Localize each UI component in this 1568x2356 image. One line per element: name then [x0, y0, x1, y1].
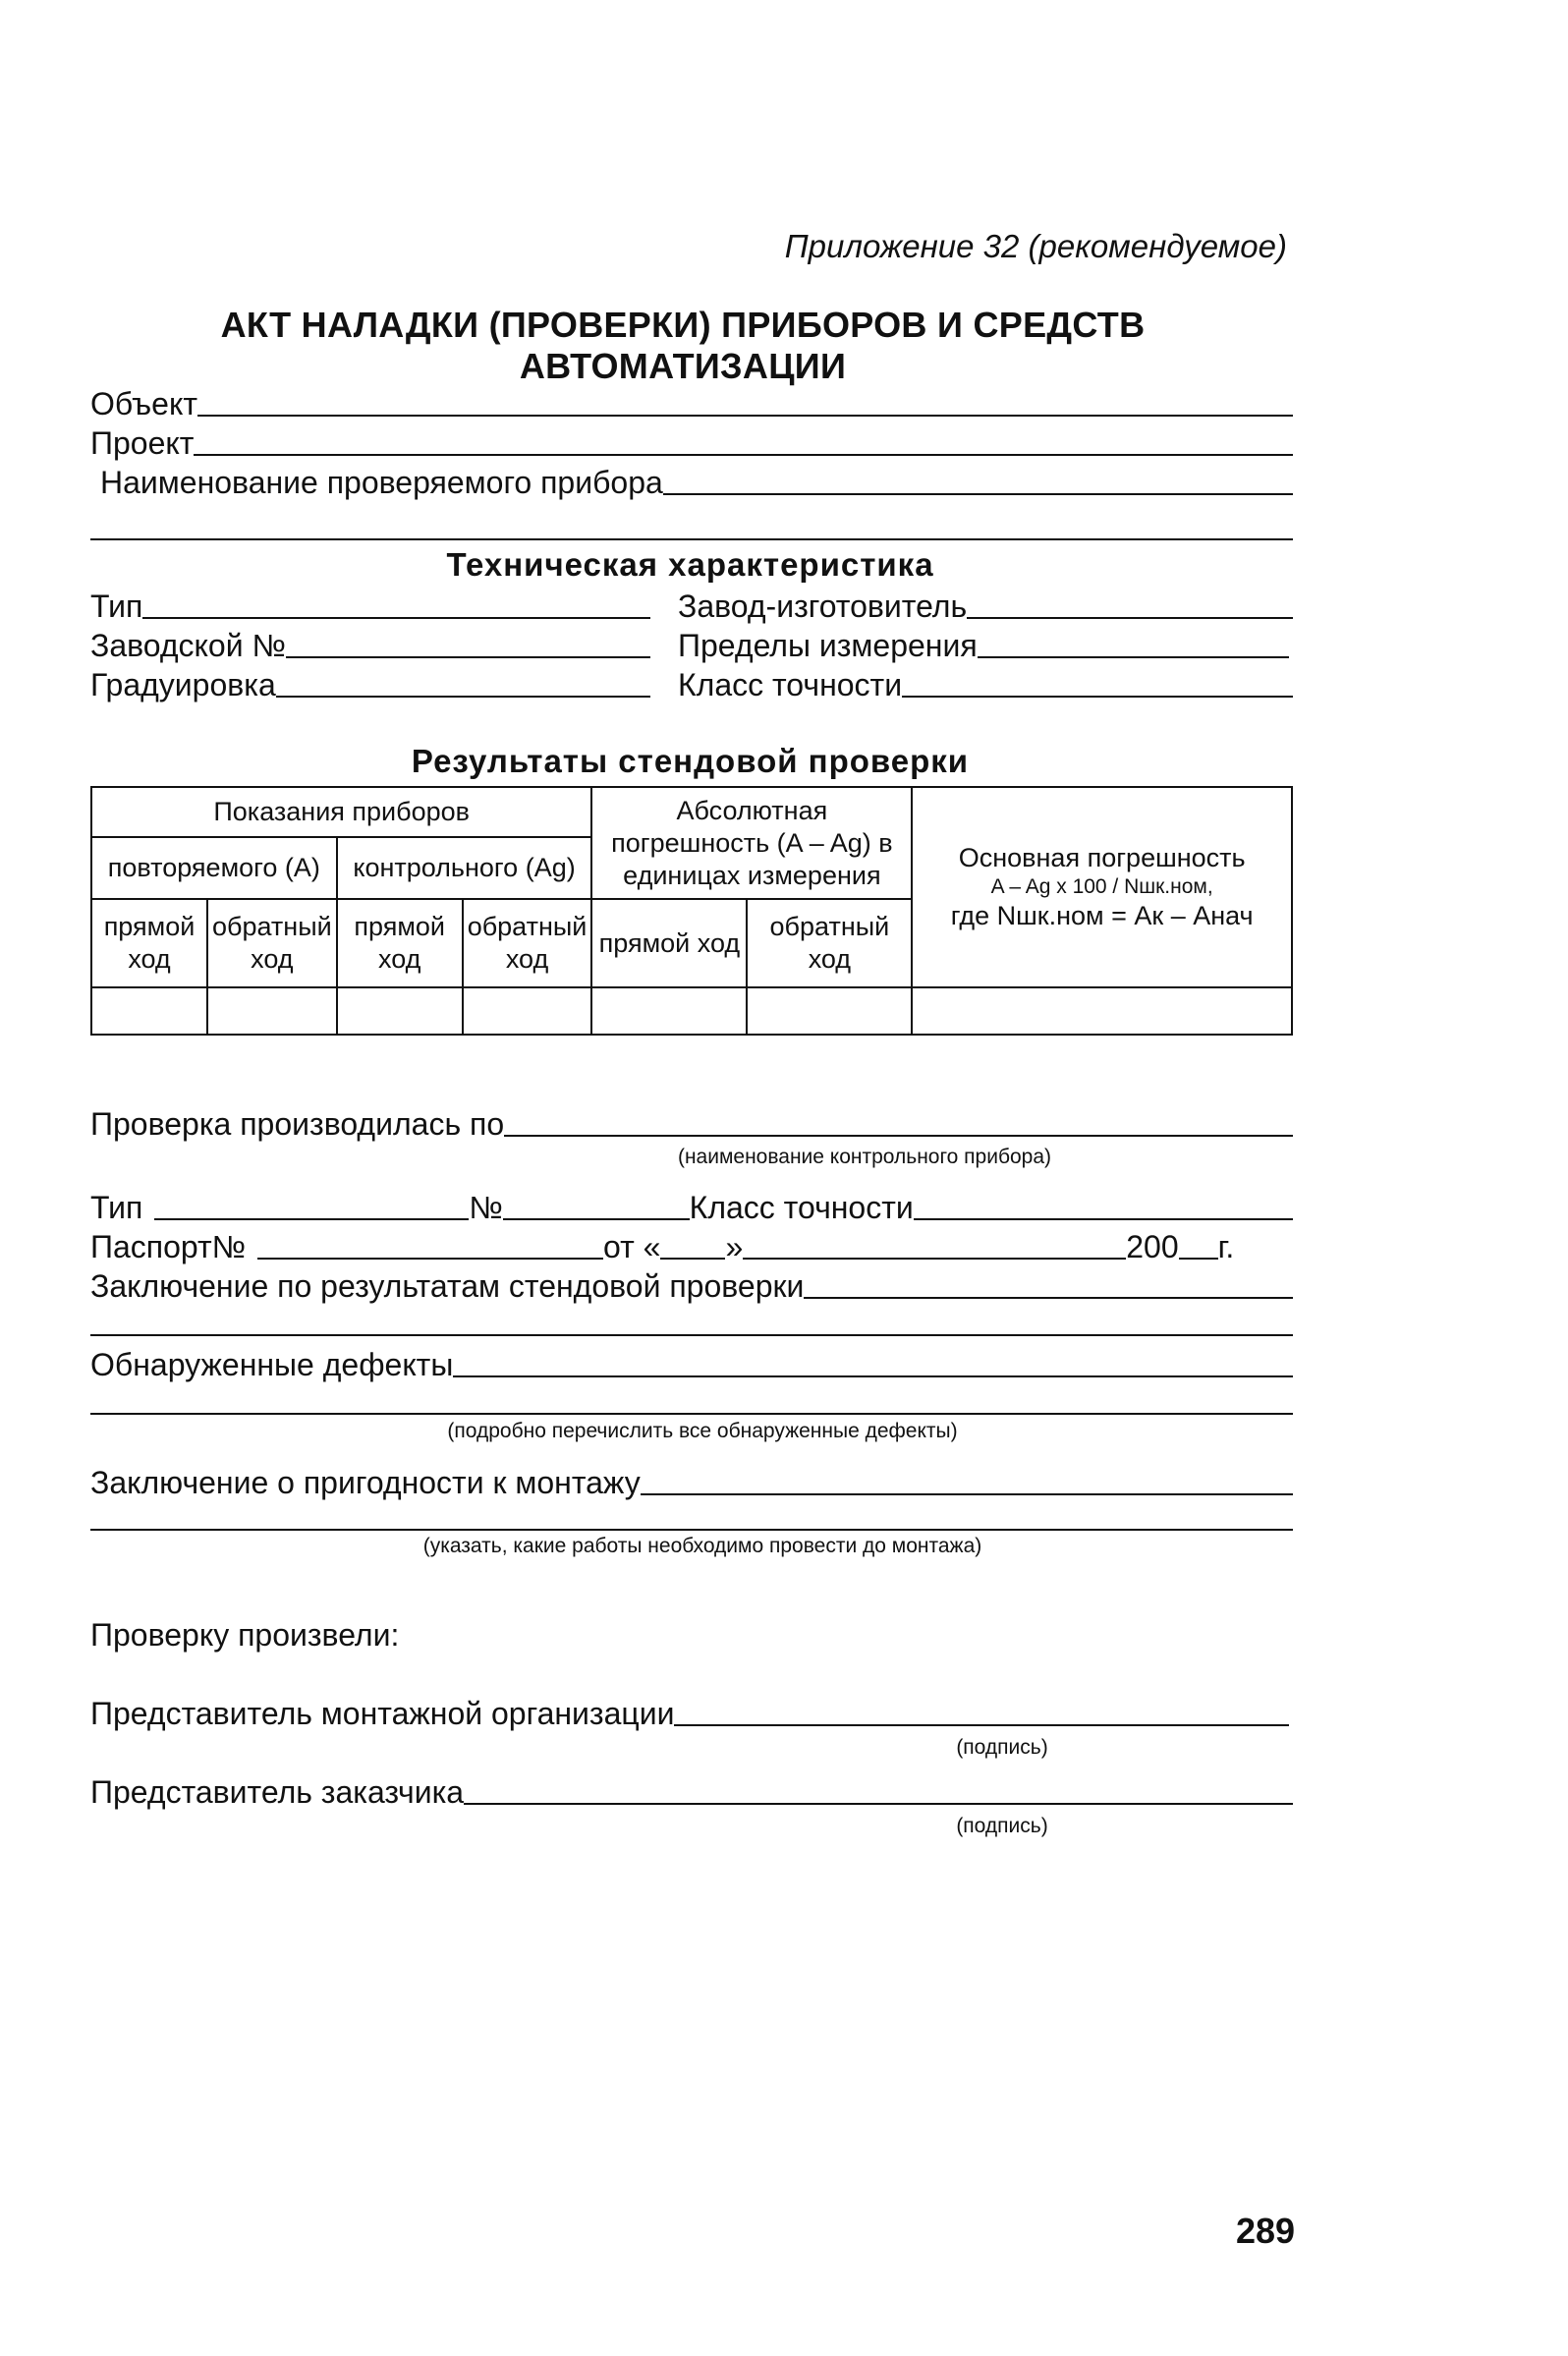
control-device-row — [90, 1189, 1293, 1226]
repeated-reverse-header: обратный ход — [207, 899, 337, 987]
project-label: Проект — [90, 425, 195, 461]
suitability-field[interactable] — [641, 1468, 1293, 1495]
accuracy-label: Класс точности — [678, 667, 903, 702]
defects-row — [90, 1346, 1293, 1383]
conclusion-row — [90, 1267, 1293, 1305]
table-cell[interactable] — [91, 987, 207, 1035]
control-reverse-header: обратный ход — [463, 899, 592, 987]
object-row — [90, 385, 1293, 422]
defects-hint: (подробно перечислить все обнаруженные дефекты) — [447, 1420, 958, 1442]
performed-by-hint: (наименование контрольного прибора) — [677, 1146, 1052, 1168]
type-field[interactable] — [142, 591, 650, 619]
defects-line[interactable] — [90, 1413, 1293, 1415]
graduation-label: Градуировка — [90, 667, 276, 702]
passport-label: Паспорт№ — [90, 1229, 246, 1264]
table-cell[interactable] — [463, 987, 592, 1035]
performed-by-row — [90, 1105, 1293, 1143]
main-error-where: где Nшк.ном = Aк – Aнач — [950, 901, 1254, 930]
installer-row — [90, 1695, 1289, 1732]
conclusion-label: Заключение по результатам стендовой проверки — [90, 1268, 805, 1304]
table-cell[interactable] — [912, 987, 1292, 1035]
control-type-field[interactable] — [154, 1193, 469, 1220]
date-day-field[interactable] — [660, 1232, 725, 1260]
graduation-row — [90, 666, 650, 703]
project-field[interactable] — [194, 428, 1293, 456]
control-accuracy-field[interactable] — [914, 1193, 1293, 1220]
tech-heading: Техническая характеристика — [446, 546, 934, 583]
control-header: контрольного (Ag) — [337, 837, 592, 899]
passport-field[interactable] — [257, 1232, 603, 1260]
table-cell[interactable] — [337, 987, 463, 1035]
installer-label: Представитель монтажной организации — [90, 1696, 675, 1731]
type-label: Тип — [90, 589, 143, 624]
customer-label: Представитель заказчика — [90, 1774, 465, 1810]
readings-header: Показания приборов — [91, 787, 591, 837]
document-title: АКТ НАЛАДКИ (ПРОВЕРКИ) ПРИБОРОВ И СРЕДСТВ АВТОМАТИЗАЦИИ — [220, 305, 1146, 386]
device-name-label: Наименование проверяемого прибора — [100, 465, 663, 500]
installer-signature-hint: (подпись) — [956, 1736, 1048, 1759]
device-name-row — [100, 464, 1293, 501]
type-row — [90, 588, 650, 625]
date-quote-close: » — [725, 1229, 744, 1264]
defects-field[interactable] — [453, 1350, 1293, 1377]
suitability-row — [90, 1464, 1293, 1501]
serial-row — [90, 627, 650, 664]
date-month-field[interactable] — [743, 1232, 1126, 1260]
control-number-field[interactable] — [503, 1193, 690, 1220]
serial-label: Заводской № — [90, 628, 286, 663]
year-field[interactable] — [1179, 1232, 1218, 1260]
year-suffix: г. — [1217, 1229, 1235, 1264]
conclusion-field[interactable] — [804, 1271, 1293, 1299]
results-table — [90, 786, 1293, 1036]
repeated-forward-header: прямой ход — [91, 899, 207, 987]
range-label: Пределы измерения — [678, 628, 978, 663]
abs-forward-header: прямой ход — [591, 899, 747, 987]
page-number: 289 — [1236, 2211, 1296, 2251]
table-row — [91, 987, 1292, 1035]
year-prefix: 200 — [1126, 1229, 1179, 1264]
control-type-label: Тип — [90, 1190, 143, 1225]
date-from-label: от « — [603, 1229, 661, 1264]
installer-signature-field[interactable] — [674, 1699, 1289, 1726]
performed-by-label: Проверка производилась по — [90, 1106, 505, 1142]
customer-signature-field[interactable] — [464, 1777, 1293, 1805]
table-cell[interactable] — [591, 987, 747, 1035]
passport-row — [90, 1228, 1299, 1265]
main-error-title: Основная погрешность — [958, 843, 1246, 872]
suitability-line[interactable] — [90, 1529, 1293, 1531]
accuracy-row — [678, 666, 1293, 703]
performed-label: Проверку произвели: — [90, 1617, 400, 1653]
accuracy-field[interactable] — [902, 670, 1293, 698]
defects-label: Обнаруженные дефекты — [90, 1347, 454, 1382]
suitability-label: Заключение о пригодности к монтажу — [90, 1465, 641, 1500]
manufacturer-field[interactable] — [967, 591, 1293, 619]
object-field[interactable] — [197, 389, 1293, 417]
table-cell[interactable] — [207, 987, 337, 1035]
serial-field[interactable] — [286, 631, 650, 658]
project-row — [90, 424, 1293, 462]
performed-by-field[interactable] — [504, 1109, 1293, 1137]
appendix-label: Приложение 32 (рекомендуемое) — [784, 228, 1287, 264]
repeated-header: повторяемого (A) — [91, 837, 337, 899]
device-name-field[interactable] — [663, 468, 1293, 495]
table-cell[interactable] — [747, 987, 912, 1035]
graduation-field[interactable] — [276, 670, 650, 698]
control-number-label: № — [469, 1190, 503, 1225]
conclusion-line[interactable] — [90, 1334, 1293, 1336]
divider-line — [90, 538, 1293, 540]
abs-error-header: Абсолютная погрешность (A – Ag) в единицах измерения — [591, 787, 912, 899]
customer-row — [90, 1773, 1293, 1811]
range-row — [678, 627, 1289, 664]
control-forward-header: прямой ход — [337, 899, 463, 987]
control-accuracy-label: Класс точности — [689, 1190, 914, 1225]
customer-signature-hint: (подпись) — [956, 1815, 1048, 1837]
main-error-formula: A – Ag x 100 / Nшк.ном, — [990, 875, 1213, 898]
manufacturer-label: Завод-изготовитель — [678, 589, 968, 624]
abs-reverse-header: обратный ход — [747, 899, 912, 987]
main-error-header — [912, 787, 1292, 987]
range-field[interactable] — [978, 631, 1289, 658]
object-label: Объект — [90, 386, 197, 421]
manufacturer-row — [678, 588, 1293, 625]
results-heading: Результаты стендовой проверки — [411, 743, 970, 779]
performed-heading — [90, 1616, 680, 1654]
suitability-hint: (указать, какие работы необходимо провести до монтажа) — [422, 1535, 982, 1557]
